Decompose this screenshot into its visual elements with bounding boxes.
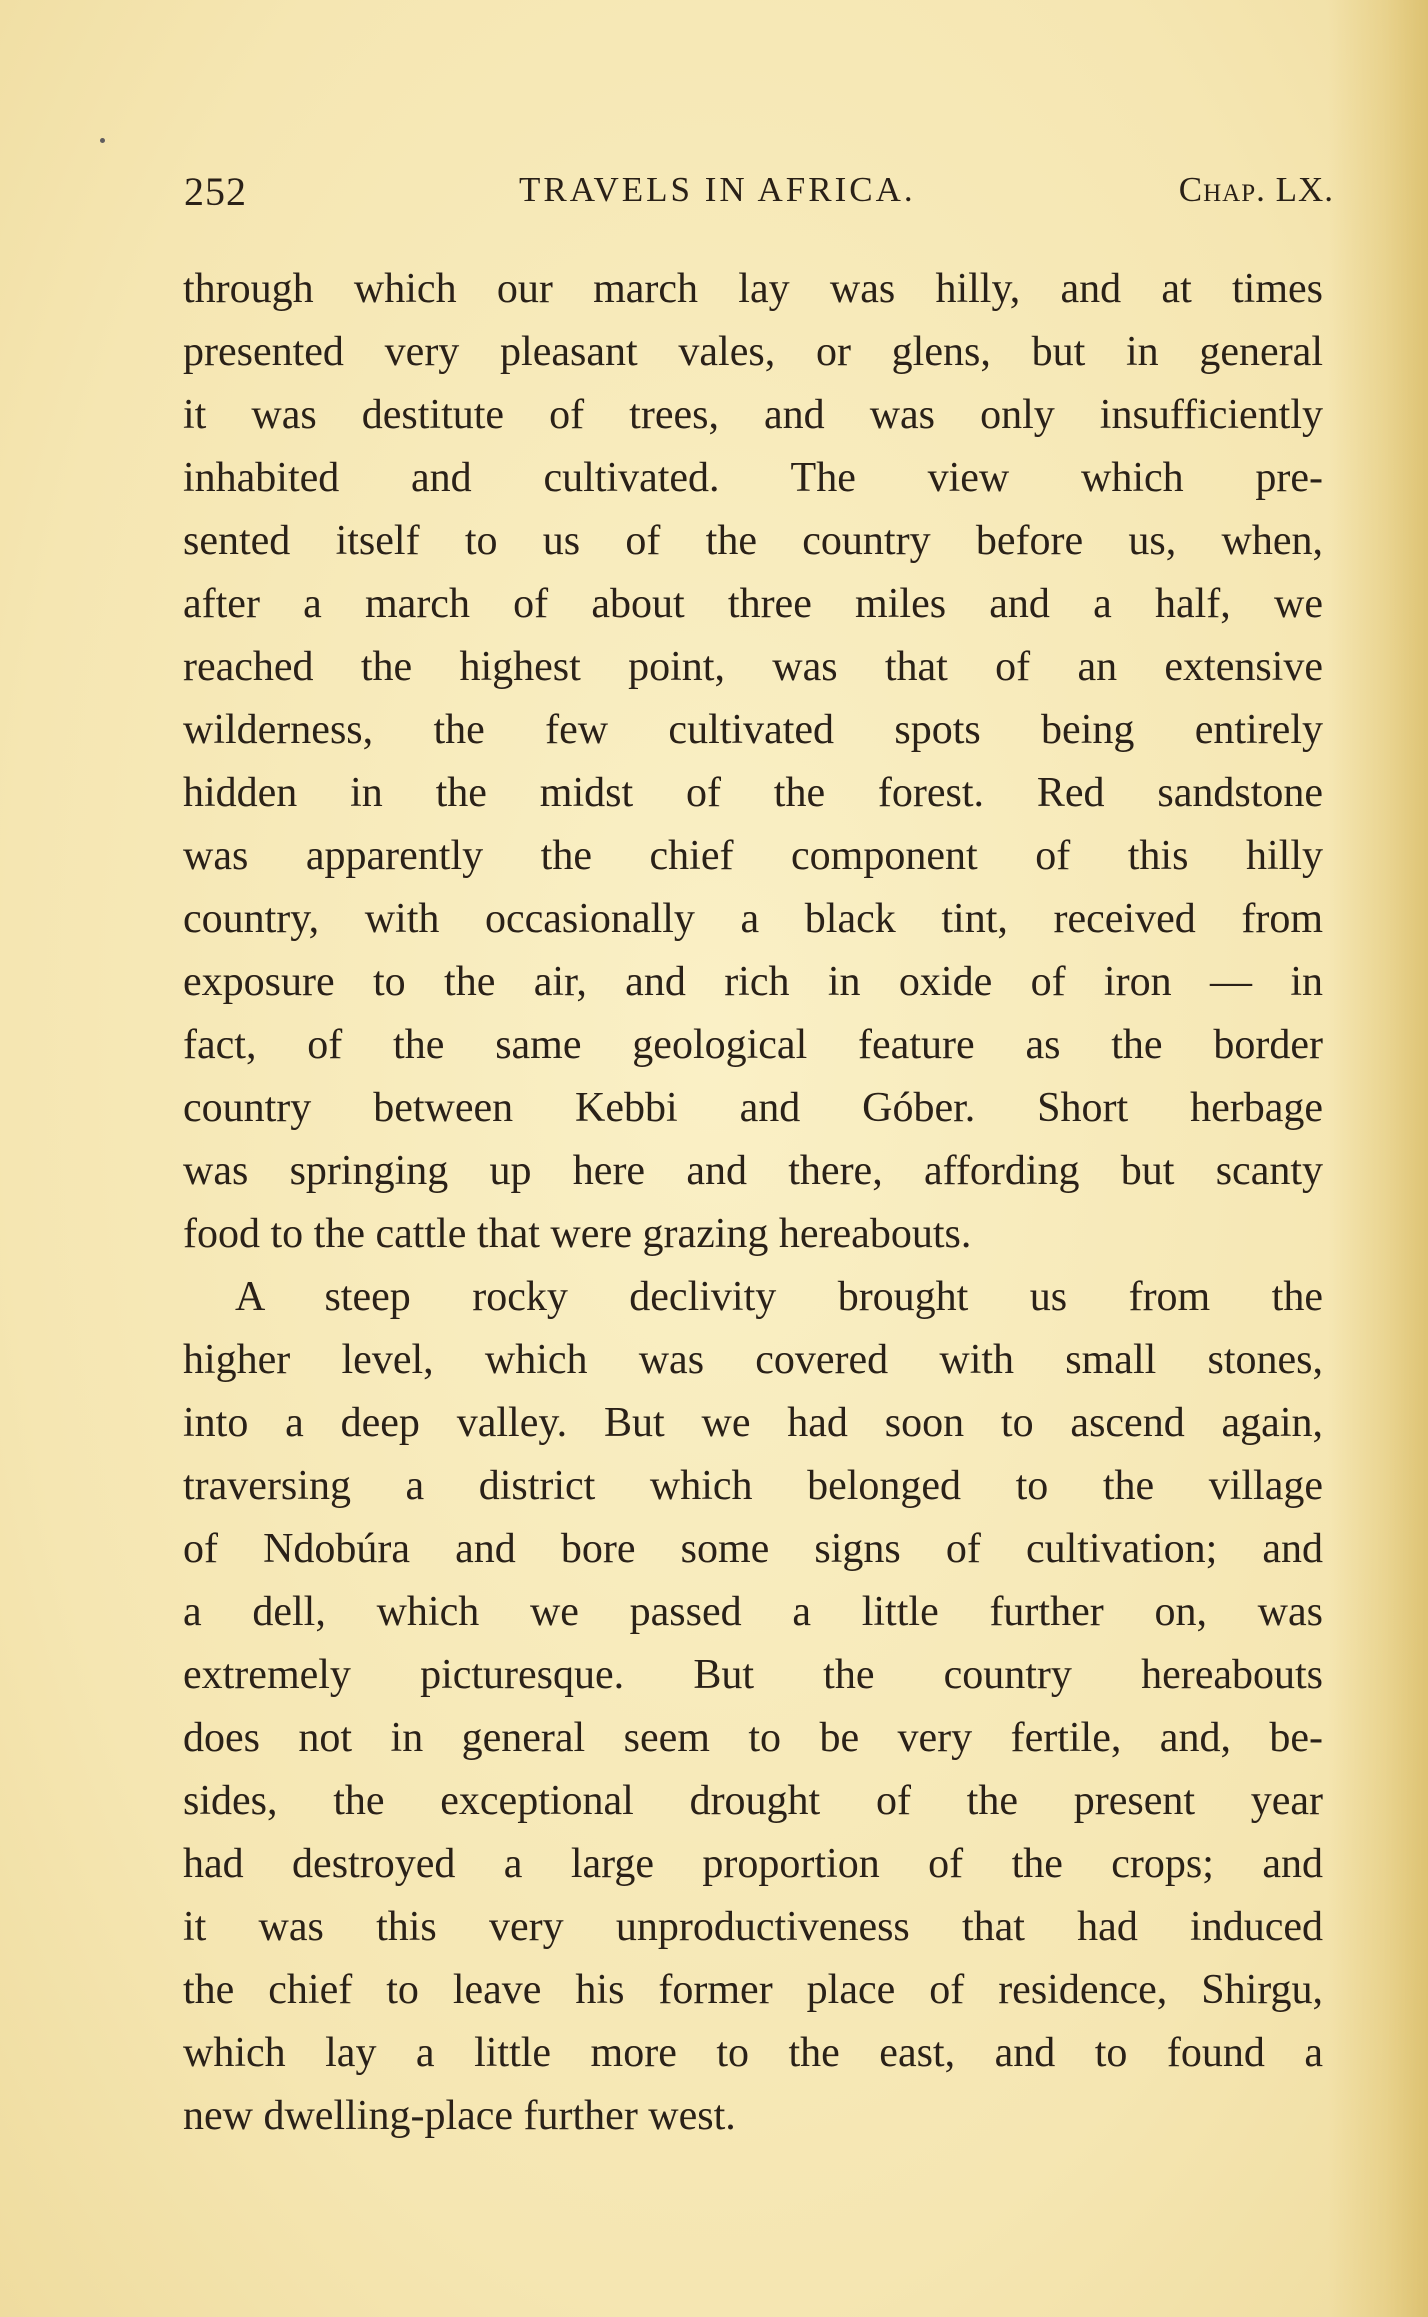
text-line: a dell, which we passed a little further on, was	[183, 1589, 1323, 1635]
body-text	[183, 258, 1323, 2148]
running-title: TRAVELS IN AFRICA.	[519, 170, 916, 209]
chapter-label: Chap. LX.	[1178, 170, 1334, 209]
text-line: wilderness, the few cultivated spots being entirely	[183, 707, 1323, 753]
text-line: extremely picturesque. But the country hereabouts	[183, 1652, 1323, 1698]
page-number: 252	[184, 169, 247, 214]
text-line: new dwelling-place further west.	[183, 2093, 736, 2139]
text-line: country, with occasionally a black tint, received from	[183, 896, 1323, 942]
paragraph-1	[183, 258, 1323, 1266]
text-line: sented itself to us of the country before us, when,	[183, 518, 1323, 564]
text-line: food to the cattle that were grazing hereabouts.	[183, 1211, 972, 1257]
text-line: was springing up here and there, affording but scanty	[183, 1148, 1323, 1194]
text-line: of Ndobúra and bore some signs of cultivation; and	[183, 1526, 1323, 1572]
text-line: country between Kebbi and Góber. Short herbage	[183, 1085, 1323, 1131]
text-line: reached the highest point, was that of an extensive	[183, 644, 1323, 690]
paragraph-2	[183, 1266, 1323, 2148]
text-line: after a march of about three miles and a half, we	[183, 581, 1323, 627]
text-line: sides, the exceptional drought of the present year	[183, 1778, 1323, 1824]
text-line: it was destitute of trees, and was only insufficiently	[183, 392, 1323, 438]
text-line: the chief to leave his former place of residence, Shirgu,	[183, 1967, 1323, 2013]
text-line: into a deep valley. But we had soon to ascend again,	[183, 1400, 1323, 1446]
text-line: higher level, which was covered with small stones,	[183, 1337, 1323, 1383]
text-line: fact, of the same geological feature as the border	[183, 1022, 1323, 1068]
text-line: which lay a little more to the east, and to found a	[183, 2030, 1323, 2076]
text-line: inhabited and cultivated. The view which pre-	[183, 455, 1323, 501]
text-line: it was this very unproductiveness that had induced	[183, 1904, 1323, 1950]
text-line: had destroyed a large proportion of the crops; and	[183, 1841, 1323, 1887]
text-line: was apparently the chief component of this hilly	[183, 833, 1323, 879]
running-head	[184, 160, 1334, 220]
text-line: presented very pleasant vales, or glens, but in general	[183, 329, 1323, 375]
text-line: through which our march lay was hilly, and at times	[183, 266, 1323, 312]
text-line: A steep rocky declivity brought us from the	[235, 1274, 1323, 1320]
ink-speck	[100, 138, 105, 143]
text-line: does not in general seem to be very fertile, and, be-	[183, 1715, 1323, 1761]
text-line: traversing a district which belonged to the village	[183, 1463, 1323, 1509]
text-line: hidden in the midst of the forest. Red sandstone	[183, 770, 1323, 816]
text-line: exposure to the air, and rich in oxide of iron — in	[183, 959, 1323, 1005]
